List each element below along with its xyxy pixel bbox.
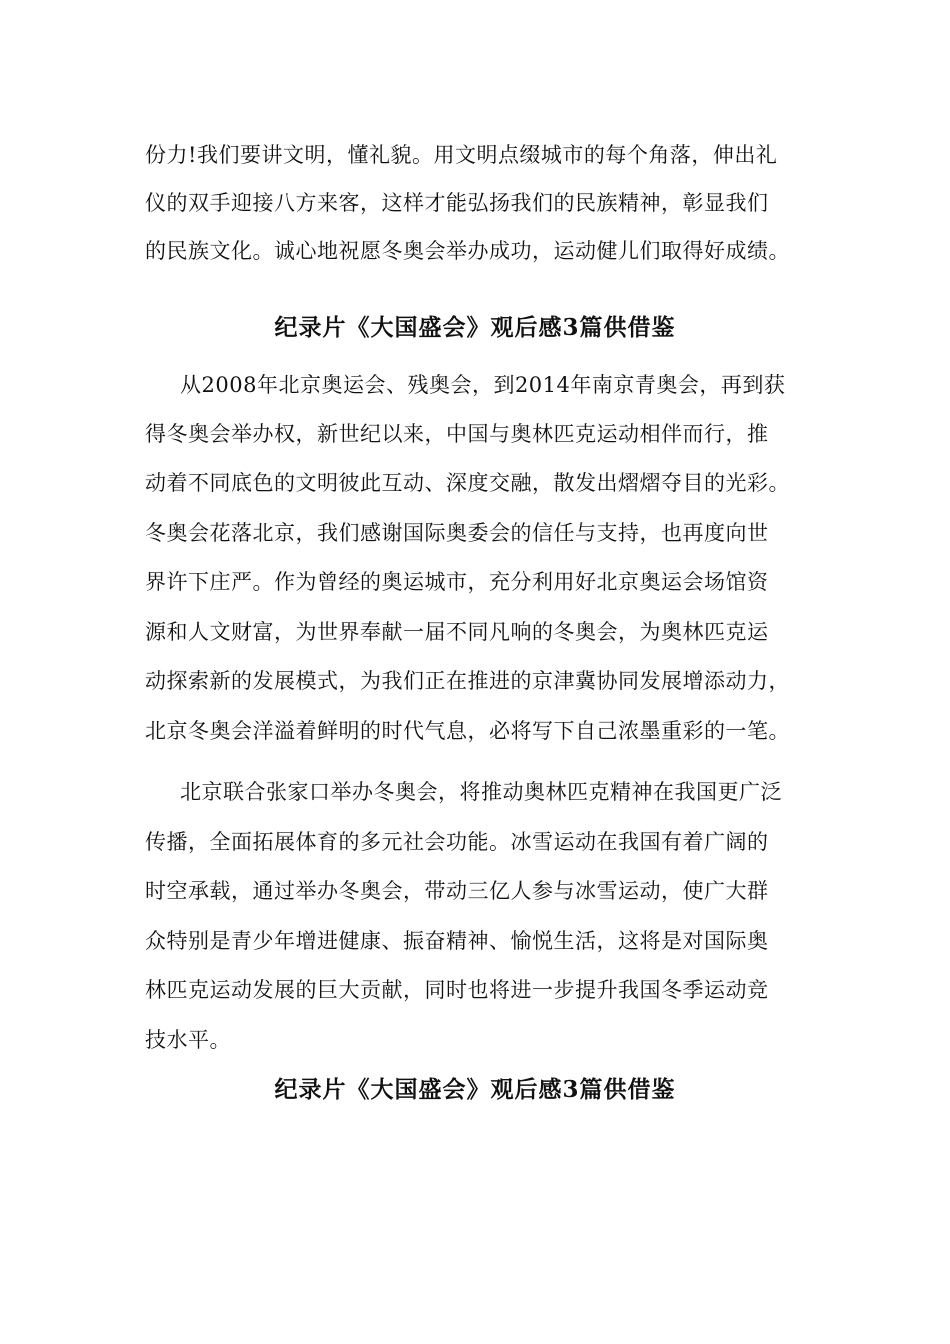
paragraph-line: 得冬奥会举办权，新世纪以来，中国与奥林匹克运动相伴而行，推 xyxy=(145,422,769,446)
paragraph-line: 时空承载，通过举办冬奥会，带动三亿人参与冰雪运动，使广大群 xyxy=(145,879,769,903)
continuation-line: 的民族文化。诚心地祝愿冬奥会举办成功，运动健儿们取得好成绩。 xyxy=(145,239,790,263)
paragraph-line: 传播，全面拓展体育的多元社会功能。冰雪运动在我国有着广阔的 xyxy=(145,830,769,854)
paragraph-line: 冬奥会花落北京，我们感谢国际奥委会的信任与支持，也再度向世 xyxy=(145,521,769,545)
paragraph-line: 技水平。 xyxy=(145,1028,231,1052)
continuation-line: 份力!我们要讲文明，懂礼貌。用文明点缀城市的每个角落，伸出礼 xyxy=(145,143,778,167)
paragraph-line: 众特别是青少年增进健康、振奋精神、愉悦生活，这将是对国际奥 xyxy=(145,929,769,953)
paragraph-line: 界许下庄严。作为曾经的奥运城市，充分利用好北京奥运会场馆资 xyxy=(145,570,769,594)
paragraph-line: 动着不同底色的文明彼此互动、深度交融，散发出熠熠夺目的光彩。 xyxy=(145,471,790,495)
paragraph-line: 动探索新的发展模式，为我们正在推进的京津冀协同发展增添动力， xyxy=(145,669,790,693)
paragraph-line: 林匹克运动发展的巨大贡献，同时也将进一步提升我国冬季运动竞 xyxy=(145,978,769,1002)
continuation-line: 仪的双手迎接八方来客，这样才能弘扬我们的民族精神，彰显我们 xyxy=(145,191,769,215)
section-heading: 纪录片《大国盛会》观后感3篇供借鉴 xyxy=(274,1076,676,1103)
paragraph-line: 北京联合张家口举办冬奥会，将推动奥林匹克精神在我国更广泛 xyxy=(180,780,782,804)
paragraph-line: 源和人文财富，为世界奉献一届不同凡响的冬奥会，为奥林匹克运 xyxy=(145,620,769,644)
paragraph-line: 北京冬奥会洋溢着鲜明的时代气息，必将写下自己浓墨重彩的一笔。 xyxy=(145,719,790,743)
paragraph-line: 从2008年北京奥运会、残奥会，到2014年南京青奥会，再到获 xyxy=(180,373,786,397)
section-heading: 纪录片《大国盛会》观后感3篇供借鉴 xyxy=(274,314,676,341)
